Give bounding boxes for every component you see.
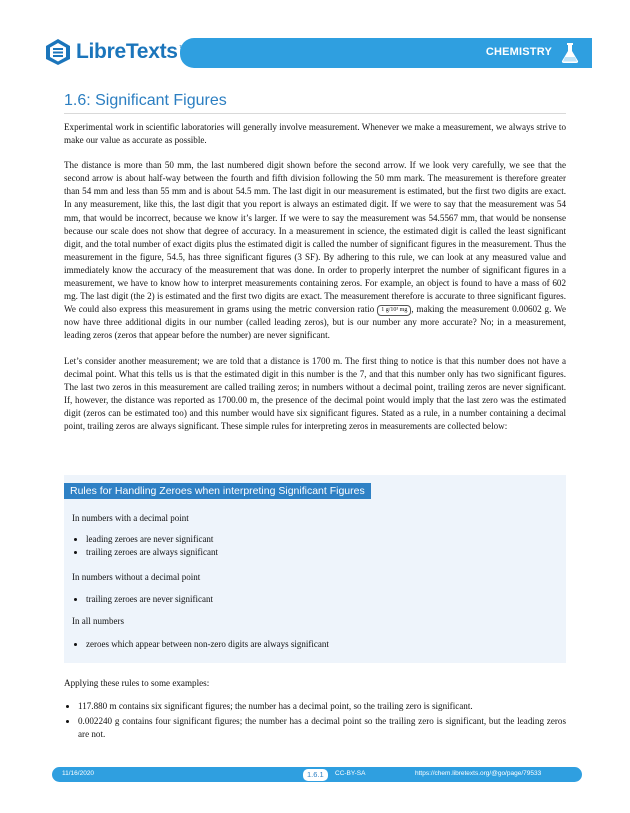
footer-date: 11/16/2020 bbox=[62, 770, 95, 777]
rule-item: • zeroes which appear between non-zero digits are always significant bbox=[86, 638, 329, 651]
rule-item: • trailing zeroes are never significant bbox=[86, 593, 213, 606]
rules-list bbox=[72, 638, 329, 651]
flask-icon bbox=[560, 42, 580, 64]
rules-list bbox=[72, 533, 218, 558]
section-label: CHEMISTRY bbox=[485, 46, 552, 58]
rules-callout bbox=[64, 475, 566, 663]
logo-wordmark: LibreTexts bbox=[76, 40, 178, 63]
main-content bbox=[64, 121, 566, 445]
rules-group-label: In numbers with a decimal point bbox=[72, 513, 189, 523]
page-title: 1.6: Significant Figures bbox=[64, 92, 566, 114]
rules-list bbox=[72, 593, 213, 606]
page-header bbox=[0, 0, 630, 75]
section-banner[interactable] bbox=[180, 38, 592, 68]
rule-item: • trailing zeroes are always significant bbox=[86, 546, 218, 559]
paragraph-measurement: The distance is more than 50 mm, the last numbered digit shown before the second arrow. If we look very carefully, we see that the second arrow is about half-way between the fourth and fifth division following the 50 mm mark. The measurement is therefore greater than 54 mm and less than 55 mm and is about 54.5 mm. The last digit in our measurement is estimated, but the first two digits are exact. In any measurement, like this, the last digit that you report is always an estimated digit. If we were to say that the measurement was 54 mm, that would be incorrect, because we know it’s larger. If we were to say the measurement was 54.5567 mm, that would be nonsense because our scale does not show that degree of accuracy. In a measurement in science, the estimated digit is called the least significant digit, and the total number of exact digits plus the estimated digit is called the number of significant figures in the measurement. Thus the measurement in the figure, 54.5, has three significant figures (3 SF). By adhering to this rule, we can look at any measured value and immediately know the accuracy of the measurement that was done. In order to properly interpret the number of significant figures in a measurement, we have to know how to interpret measurements containing zeros. For example, an object is found to have a mass of 602 mg. The last digit (the 2) is estimated and the first two digits are exact. The measurement therefore is accurate to three significant figures. We could also express this measurement in grams using the metric conversion ratio 1 g/10³ mg , making the measurement 0.00602 g. We now have three additional digits in our number (called leading zeros), but is our number any more accurate? No; in a measurement, leading zeros (zeros that appear before the number) are never significant. bbox=[64, 160, 566, 341]
paragraph-intro: Experimental work in scientific laboratories will generally involve measurement. Whenever we make a measurement, we always strive to make our value as accurate as possible. bbox=[64, 122, 566, 146]
examples-intro: Applying these rules to some examples: bbox=[64, 678, 210, 688]
example-item: • 117.880 m contains six significant figures; the number has a decimal point, so the trailing zero is significant. bbox=[78, 700, 566, 713]
examples-list bbox=[64, 700, 566, 741]
libretexts-logo[interactable] bbox=[44, 38, 185, 66]
rules-group-label: In numbers without a decimal point bbox=[72, 572, 201, 582]
rules-group-label: In all numbers bbox=[72, 616, 124, 626]
page-footer bbox=[52, 767, 582, 782]
rule-item: • leading zeroes are never significant bbox=[86, 533, 218, 546]
page-number: 1.6.1 bbox=[302, 768, 329, 782]
conversion-ratio: 1 g/10³ mg bbox=[377, 305, 411, 316]
footer-url[interactable]: https://chem.libretexts.org/@go/page/79533 bbox=[415, 770, 542, 777]
examples-section bbox=[64, 677, 566, 743]
footer-license[interactable]: CC-BY-SA bbox=[335, 770, 366, 777]
rules-heading: Rules for Handling Zeroes when interpreting Significant Figures bbox=[64, 483, 371, 499]
libretexts-logo-icon bbox=[44, 38, 72, 66]
paragraph-trailing-zeros: Let’s consider another measurement; we are told that a distance is 1700 m. The first thing to notice is that this number does not have a decimal point. What this tells us is that the estimated digit in this number is the 7, and that this number only has two significant figures. The last two zeros in this measurement are called trailing zeros; in numbers without a decimal point, trailing zeros are never significant. If, however, the distance was reported as 1700.00 m, the presence of the decimal point would imply that the last zero was the estimated digit (zeros can be estimated too) and this number would have six significant figures. Stated as a rule, in a number containing a decimal point, trailing zeros are always significant. These simple rules for interpreting zeros in measurements are collected below: bbox=[64, 355, 566, 431]
example-item: • 0.002240 g contains four significant figures; the number has a decimal point so the trailing zero is significant, but the leading zeros are not. bbox=[78, 715, 566, 741]
